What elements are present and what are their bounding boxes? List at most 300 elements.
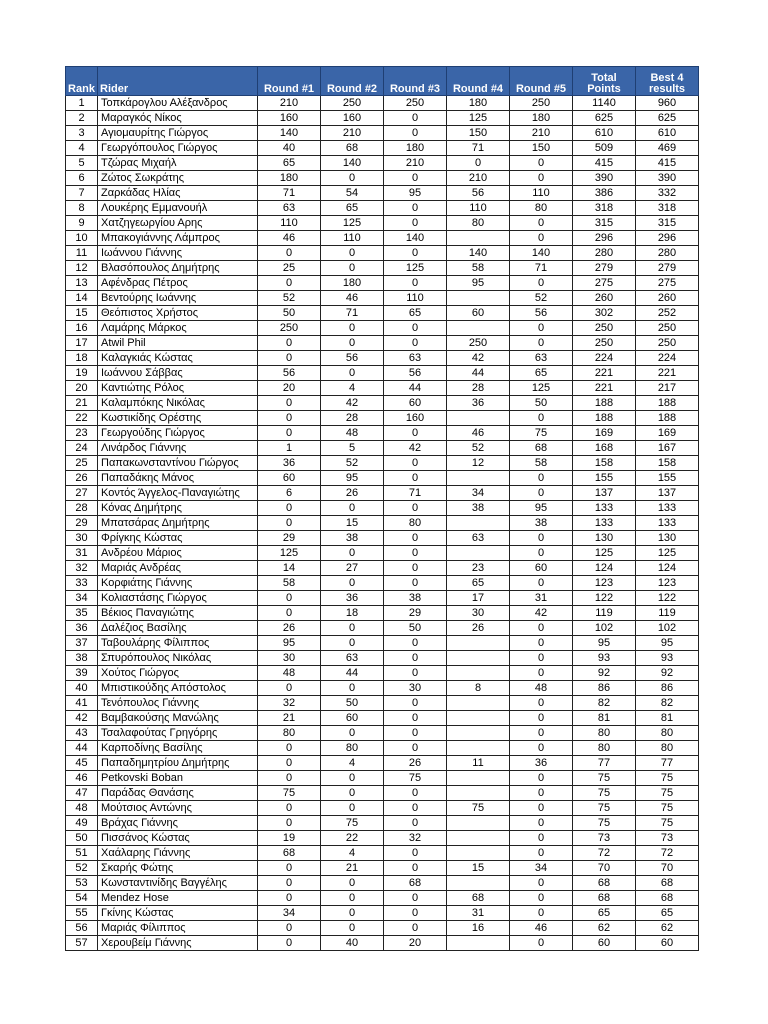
round-2-cell: 52 [321, 456, 384, 471]
round-1-cell: 0 [258, 606, 321, 621]
total-points-cell: 133 [573, 501, 636, 516]
round-5-cell: 63 [510, 351, 573, 366]
round-5-cell: 48 [510, 681, 573, 696]
best-4-cell: 260 [636, 291, 699, 306]
round-1-cell: 34 [258, 906, 321, 921]
round-4-cell: 0 [447, 156, 510, 171]
round-5-cell: 0 [510, 831, 573, 846]
table-row [66, 216, 699, 231]
header-rank: Rank [66, 67, 98, 96]
round-1-cell: 21 [258, 711, 321, 726]
round-4-cell [447, 771, 510, 786]
table-row [66, 561, 699, 576]
round-3-cell: 63 [384, 351, 447, 366]
rider-cell: Ιωάννου Σάββας [98, 366, 258, 381]
round-1-cell: 0 [258, 756, 321, 771]
round-2-cell: 40 [321, 936, 384, 951]
best-4-cell: 75 [636, 801, 699, 816]
rank-cell: 10 [66, 231, 98, 246]
round-2-cell: 140 [321, 156, 384, 171]
round-5-cell: 0 [510, 801, 573, 816]
round-5-cell: 0 [510, 171, 573, 186]
header-total-points: Total Points [573, 67, 636, 96]
rank-cell: 4 [66, 141, 98, 156]
best-4-cell: 73 [636, 831, 699, 846]
rider-cell: Βέκιος Παναγιώτης [98, 606, 258, 621]
best-4-cell: 469 [636, 141, 699, 156]
round-1-cell: 52 [258, 291, 321, 306]
table-row [66, 786, 699, 801]
table-row [66, 291, 699, 306]
round-5-cell: 140 [510, 246, 573, 261]
total-points-cell: 75 [573, 786, 636, 801]
rank-cell: 25 [66, 456, 98, 471]
round-2-cell: 125 [321, 216, 384, 231]
round-3-cell: 0 [384, 861, 447, 876]
total-points-cell: 1140 [573, 96, 636, 111]
total-points-cell: 169 [573, 426, 636, 441]
round-4-cell [447, 411, 510, 426]
round-3-cell: 210 [384, 156, 447, 171]
table-row [66, 111, 699, 126]
round-1-cell: 0 [258, 411, 321, 426]
round-4-cell: 68 [447, 891, 510, 906]
total-points-cell: 124 [573, 561, 636, 576]
round-5-cell: 0 [510, 846, 573, 861]
table-row [66, 531, 699, 546]
round-1-cell: 180 [258, 171, 321, 186]
round-5-cell: 110 [510, 186, 573, 201]
table-row [66, 711, 699, 726]
best-4-cell: 130 [636, 531, 699, 546]
round-1-cell: 20 [258, 381, 321, 396]
round-1-cell: 60 [258, 471, 321, 486]
round-5-cell: 60 [510, 561, 573, 576]
total-points-cell: 137 [573, 486, 636, 501]
rider-cell: Αφένδρας Πέτρος [98, 276, 258, 291]
round-1-cell: 0 [258, 801, 321, 816]
best-4-cell: 217 [636, 381, 699, 396]
round-3-cell: 0 [384, 321, 447, 336]
round-3-cell: 0 [384, 276, 447, 291]
best-4-cell: 81 [636, 711, 699, 726]
total-points-cell: 125 [573, 546, 636, 561]
rider-cell: Βεντούρης Ιωάννης [98, 291, 258, 306]
round-4-cell: 180 [447, 96, 510, 111]
table-row [66, 681, 699, 696]
best-4-cell: 77 [636, 756, 699, 771]
best-4-cell: 252 [636, 306, 699, 321]
round-5-cell: 0 [510, 741, 573, 756]
rider-cell: Κορφιάτης Γιάννης [98, 576, 258, 591]
best-4-cell: 250 [636, 336, 699, 351]
table-row [66, 276, 699, 291]
total-points-cell: 75 [573, 801, 636, 816]
total-points-cell: 75 [573, 816, 636, 831]
round-1-cell: 160 [258, 111, 321, 126]
round-5-cell: 0 [510, 636, 573, 651]
round-5-cell: 34 [510, 861, 573, 876]
best-4-cell: 80 [636, 726, 699, 741]
round-2-cell: 0 [321, 501, 384, 516]
round-1-cell: 80 [258, 726, 321, 741]
table-row [66, 756, 699, 771]
round-3-cell: 0 [384, 636, 447, 651]
best-4-cell: 275 [636, 276, 699, 291]
round-2-cell: 0 [321, 576, 384, 591]
round-5-cell: 0 [510, 486, 573, 501]
round-5-cell: 0 [510, 876, 573, 891]
rider-cell: Θεόπιστος Χρήστος [98, 306, 258, 321]
round-1-cell: 0 [258, 246, 321, 261]
best-4-cell: 169 [636, 426, 699, 441]
standings-table [65, 66, 699, 951]
best-4-cell: 221 [636, 366, 699, 381]
rider-cell: Κολιαστάσης Γιώργος [98, 591, 258, 606]
rank-cell: 39 [66, 666, 98, 681]
rank-cell: 13 [66, 276, 98, 291]
total-points-cell: 72 [573, 846, 636, 861]
total-points-cell: 302 [573, 306, 636, 321]
round-5-cell: 50 [510, 396, 573, 411]
round-3-cell: 0 [384, 111, 447, 126]
round-1-cell: 25 [258, 261, 321, 276]
total-points-cell: 279 [573, 261, 636, 276]
round-3-cell: 250 [384, 96, 447, 111]
round-3-cell: 0 [384, 696, 447, 711]
standings-body [66, 96, 699, 951]
round-3-cell: 0 [384, 651, 447, 666]
round-5-cell: 0 [510, 576, 573, 591]
round-1-cell: 50 [258, 306, 321, 321]
total-points-cell: 130 [573, 531, 636, 546]
round-3-cell: 0 [384, 531, 447, 546]
total-points-cell: 86 [573, 681, 636, 696]
best-4-cell: 280 [636, 246, 699, 261]
round-3-cell: 20 [384, 936, 447, 951]
rank-cell: 1 [66, 96, 98, 111]
rider-cell: Petkovski Boban [98, 771, 258, 786]
best-4-cell: 133 [636, 516, 699, 531]
best-4-cell: 332 [636, 186, 699, 201]
best-4-cell: 625 [636, 111, 699, 126]
round-2-cell: 0 [321, 171, 384, 186]
round-5-cell: 68 [510, 441, 573, 456]
round-2-cell: 110 [321, 231, 384, 246]
rider-cell: Γκίνης Κώστας [98, 906, 258, 921]
rider-cell: Γεωργούδης Γιώργος [98, 426, 258, 441]
table-row [66, 861, 699, 876]
round-5-cell: 0 [510, 546, 573, 561]
round-5-cell: 36 [510, 756, 573, 771]
rank-cell: 50 [66, 831, 98, 846]
round-1-cell: 0 [258, 426, 321, 441]
round-2-cell: 4 [321, 756, 384, 771]
round-4-cell: 28 [447, 381, 510, 396]
round-5-cell: 0 [510, 906, 573, 921]
round-5-cell: 71 [510, 261, 573, 276]
total-points-cell: 250 [573, 336, 636, 351]
header-round-5: Round #5 [510, 67, 573, 96]
round-2-cell: 36 [321, 591, 384, 606]
rank-cell: 53 [66, 876, 98, 891]
best-4-cell: 75 [636, 816, 699, 831]
round-4-cell: 56 [447, 186, 510, 201]
round-3-cell: 0 [384, 726, 447, 741]
round-5-cell: 180 [510, 111, 573, 126]
rank-cell: 22 [66, 411, 98, 426]
total-points-cell: 415 [573, 156, 636, 171]
rider-cell: Τενόπουλος Γιάννης [98, 696, 258, 711]
rider-cell: Γεωργόπουλος Γιώργος [98, 141, 258, 156]
round-3-cell: 0 [384, 816, 447, 831]
best-4-cell: 60 [636, 936, 699, 951]
rank-cell: 49 [66, 816, 98, 831]
round-2-cell: 160 [321, 111, 384, 126]
round-3-cell: 0 [384, 906, 447, 921]
round-4-cell: 16 [447, 921, 510, 936]
round-2-cell: 60 [321, 711, 384, 726]
rider-cell: Μαριάς Ανδρέας [98, 561, 258, 576]
round-2-cell: 0 [321, 366, 384, 381]
round-2-cell: 28 [321, 411, 384, 426]
rank-cell: 6 [66, 171, 98, 186]
round-3-cell: 0 [384, 546, 447, 561]
table-row [66, 651, 699, 666]
round-1-cell: 250 [258, 321, 321, 336]
total-points-cell: 70 [573, 861, 636, 876]
round-3-cell: 180 [384, 141, 447, 156]
rider-cell: Λουκέρης Εμμανουήλ [98, 201, 258, 216]
round-2-cell: 0 [321, 636, 384, 651]
rank-cell: 23 [66, 426, 98, 441]
rider-cell: Ταβουλάρης Φίλιππος [98, 636, 258, 651]
table-row [66, 201, 699, 216]
rider-cell: Μπιστικούδης Απόστολος [98, 681, 258, 696]
round-4-cell: 42 [447, 351, 510, 366]
rank-cell: 12 [66, 261, 98, 276]
rider-cell: Κόνας Δημήτρης [98, 501, 258, 516]
table-row [66, 96, 699, 111]
round-3-cell: 65 [384, 306, 447, 321]
round-4-cell: 75 [447, 801, 510, 816]
rank-cell: 32 [66, 561, 98, 576]
round-4-cell: 65 [447, 576, 510, 591]
round-5-cell: 0 [510, 231, 573, 246]
table-row [66, 336, 699, 351]
round-3-cell: 32 [384, 831, 447, 846]
round-4-cell [447, 666, 510, 681]
header-round-4: Round #4 [447, 67, 510, 96]
best-4-cell: 92 [636, 666, 699, 681]
rank-cell: 8 [66, 201, 98, 216]
rank-cell: 52 [66, 861, 98, 876]
round-2-cell: 21 [321, 861, 384, 876]
round-1-cell: 0 [258, 681, 321, 696]
rank-cell: 43 [66, 726, 98, 741]
rider-cell: Ζαρκάδας Ηλίας [98, 186, 258, 201]
round-2-cell: 0 [321, 876, 384, 891]
round-1-cell: 36 [258, 456, 321, 471]
round-2-cell: 15 [321, 516, 384, 531]
round-4-cell: 58 [447, 261, 510, 276]
round-1-cell: 6 [258, 486, 321, 501]
round-1-cell: 0 [258, 936, 321, 951]
total-points-cell: 68 [573, 876, 636, 891]
rider-cell: Καντιώτης Ρόλος [98, 381, 258, 396]
rank-cell: 31 [66, 546, 98, 561]
table-row [66, 456, 699, 471]
round-4-cell [447, 726, 510, 741]
round-1-cell: 14 [258, 561, 321, 576]
table-row [66, 426, 699, 441]
table-row [66, 306, 699, 321]
round-3-cell: 26 [384, 756, 447, 771]
round-1-cell: 0 [258, 876, 321, 891]
total-points-cell: 60 [573, 936, 636, 951]
round-1-cell: 0 [258, 516, 321, 531]
round-3-cell: 50 [384, 621, 447, 636]
round-5-cell: 0 [510, 651, 573, 666]
round-4-cell: 44 [447, 366, 510, 381]
round-3-cell: 0 [384, 561, 447, 576]
round-1-cell: 95 [258, 636, 321, 651]
best-4-cell: 224 [636, 351, 699, 366]
round-4-cell [447, 876, 510, 891]
rank-cell: 46 [66, 771, 98, 786]
round-5-cell: 0 [510, 936, 573, 951]
round-1-cell: 63 [258, 201, 321, 216]
round-4-cell: 38 [447, 501, 510, 516]
round-1-cell: 125 [258, 546, 321, 561]
table-row [66, 486, 699, 501]
round-2-cell: 5 [321, 441, 384, 456]
best-4-cell: 75 [636, 786, 699, 801]
table-row [66, 186, 699, 201]
round-4-cell: 31 [447, 906, 510, 921]
round-3-cell: 0 [384, 171, 447, 186]
round-2-cell: 54 [321, 186, 384, 201]
round-5-cell: 80 [510, 201, 573, 216]
round-5-cell: 56 [510, 306, 573, 321]
table-row [66, 471, 699, 486]
round-2-cell: 4 [321, 846, 384, 861]
rank-cell: 21 [66, 396, 98, 411]
rider-cell: Δαλέζιος Βασίλης [98, 621, 258, 636]
total-points-cell: 386 [573, 186, 636, 201]
header-best-4-results: Best 4 results [636, 67, 699, 96]
rider-cell: Χούτος Γιώργος [98, 666, 258, 681]
table-row [66, 936, 699, 951]
total-points-cell: 390 [573, 171, 636, 186]
rank-cell: 2 [66, 111, 98, 126]
rider-cell: Ζώτος Σωκράτης [98, 171, 258, 186]
round-1-cell: 75 [258, 786, 321, 801]
total-points-cell: 82 [573, 696, 636, 711]
rider-cell: Τζώρας Μιχαήλ [98, 156, 258, 171]
header-round-2: Round #2 [321, 67, 384, 96]
best-4-cell: 75 [636, 771, 699, 786]
total-points-cell: 318 [573, 201, 636, 216]
rider-cell: Σπυρόπουλος Νικόλας [98, 651, 258, 666]
round-4-cell: 63 [447, 531, 510, 546]
total-points-cell: 133 [573, 516, 636, 531]
round-2-cell: 95 [321, 471, 384, 486]
round-3-cell: 160 [384, 411, 447, 426]
total-points-cell: 123 [573, 576, 636, 591]
round-1-cell: 0 [258, 891, 321, 906]
best-4-cell: 318 [636, 201, 699, 216]
round-4-cell: 210 [447, 171, 510, 186]
best-4-cell: 119 [636, 606, 699, 621]
table-row [66, 591, 699, 606]
table-row [66, 831, 699, 846]
round-3-cell: 0 [384, 576, 447, 591]
table-row [66, 576, 699, 591]
round-2-cell: 18 [321, 606, 384, 621]
total-points-cell: 73 [573, 831, 636, 846]
rank-cell: 38 [66, 651, 98, 666]
total-points-cell: 224 [573, 351, 636, 366]
best-4-cell: 125 [636, 546, 699, 561]
round-4-cell: 110 [447, 201, 510, 216]
total-points-cell: 158 [573, 456, 636, 471]
round-2-cell: 48 [321, 426, 384, 441]
table-row [66, 261, 699, 276]
round-4-cell [447, 786, 510, 801]
rider-cell: Μαραγκός Νίκος [98, 111, 258, 126]
round-2-cell: 56 [321, 351, 384, 366]
round-2-cell: 26 [321, 486, 384, 501]
round-5-cell: 0 [510, 471, 573, 486]
round-1-cell: 210 [258, 96, 321, 111]
round-1-cell: 110 [258, 216, 321, 231]
round-2-cell: 71 [321, 306, 384, 321]
table-row [66, 876, 699, 891]
rider-cell: Παπαδάκης Μάνος [98, 471, 258, 486]
table-row [66, 411, 699, 426]
round-2-cell: 0 [321, 906, 384, 921]
rank-cell: 48 [66, 801, 98, 816]
round-5-cell: 42 [510, 606, 573, 621]
rider-cell: Ιωάννου Γιάννης [98, 246, 258, 261]
round-5-cell: 0 [510, 891, 573, 906]
round-3-cell: 0 [384, 501, 447, 516]
round-3-cell: 0 [384, 246, 447, 261]
best-4-cell: 188 [636, 396, 699, 411]
round-1-cell: 30 [258, 651, 321, 666]
round-3-cell: 140 [384, 231, 447, 246]
total-points-cell: 95 [573, 636, 636, 651]
round-1-cell: 1 [258, 441, 321, 456]
rider-cell: Βράχας Γιάννης [98, 816, 258, 831]
rank-cell: 37 [66, 636, 98, 651]
rider-cell: Παράδας Θανάσης [98, 786, 258, 801]
round-1-cell: 0 [258, 741, 321, 756]
rank-cell: 34 [66, 591, 98, 606]
round-4-cell [447, 516, 510, 531]
round-1-cell: 32 [258, 696, 321, 711]
round-3-cell: 71 [384, 486, 447, 501]
round-2-cell: 0 [321, 246, 384, 261]
round-3-cell: 0 [384, 711, 447, 726]
best-4-cell: 188 [636, 411, 699, 426]
round-5-cell: 250 [510, 96, 573, 111]
rank-cell: 44 [66, 741, 98, 756]
table-row [66, 741, 699, 756]
round-4-cell [447, 546, 510, 561]
total-points-cell: 93 [573, 651, 636, 666]
